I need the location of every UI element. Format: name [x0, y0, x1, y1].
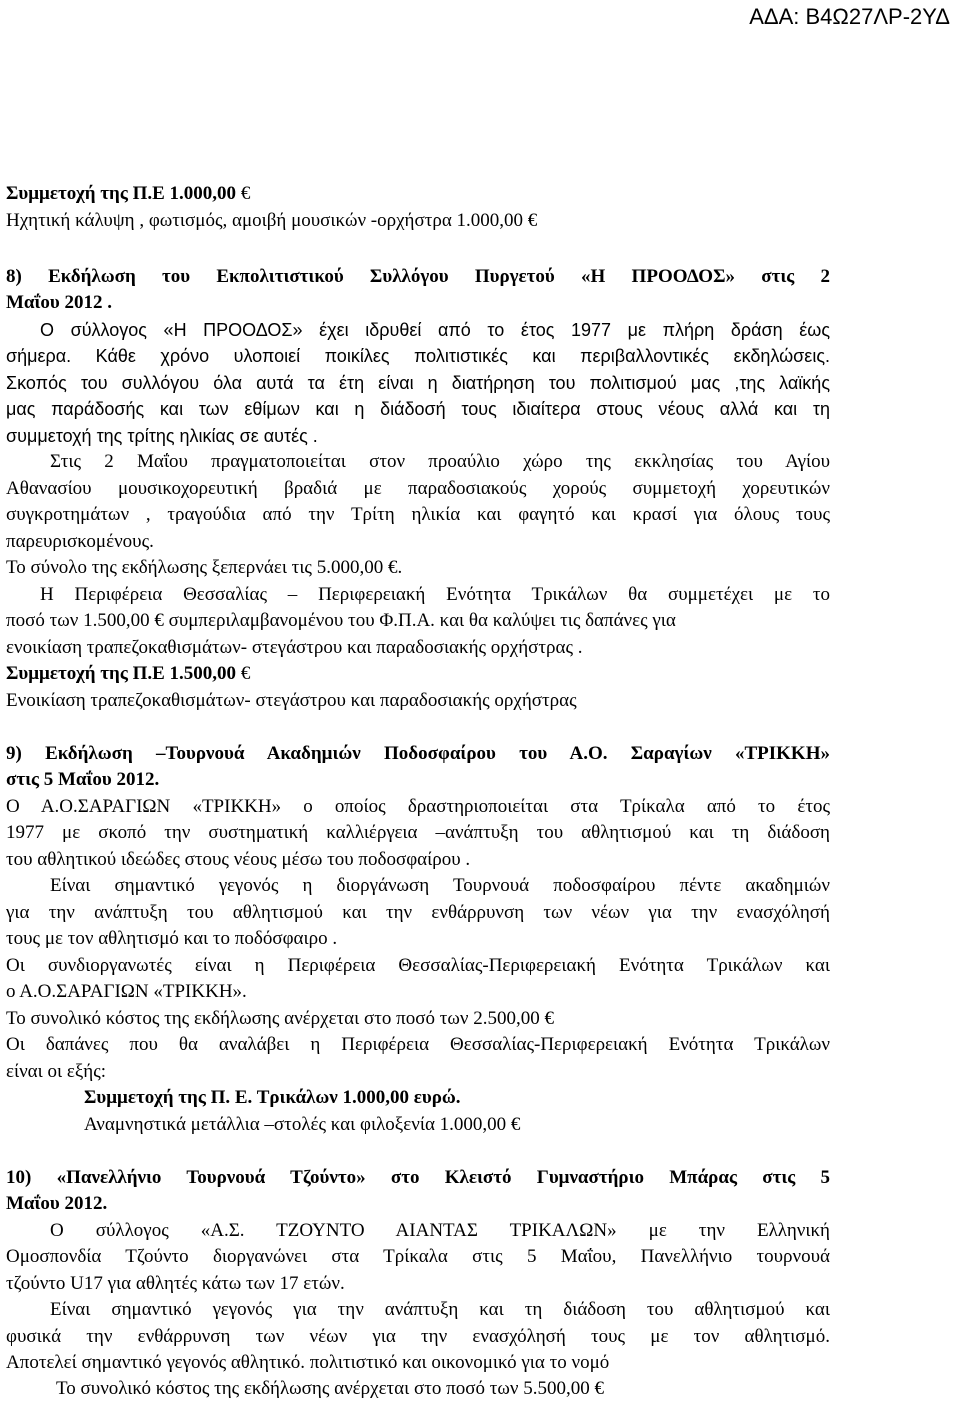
- line-8: μας παράδοσής και των εθίμων και η διάδοσή τους ιδιαίτερα στους νέους αλλά και τη: [6, 399, 830, 419]
- line-38: Ο σύλλογος «Α.Σ. ΤΖΟΥΝΤΟ ΑΙΑΝΤΑΣ ΤΡΙΚΑΛΩΝ» με την Ελληνική: [50, 1220, 830, 1241]
- line-31: Το συνολικό κόστος της εκδήλωσης ανέρχεται στο ποσό των 2.500,00 €: [6, 1008, 554, 1029]
- section-10-heading-cont: Μαΐου 2012.: [6, 1193, 108, 1214]
- section-10-heading: 10) «Πανελλήνιο Τουρνουά Τζούντο» στο Κλειστό Γυμναστήριο Μπάρας στις 5: [6, 1167, 830, 1188]
- line-41: Είναι σημαντικό γεγονός για την ανάπτυξη και τη διάδοση του αθλητισμού και: [50, 1299, 830, 1320]
- ada-code: ΑΔΑ: Β4Ω27ΛΡ-2ΥΔ: [749, 4, 950, 29]
- line-34: Συμμετοχή της Π. Ε. Τρικάλων 1.000,00 ευρώ.: [84, 1087, 461, 1108]
- line-39: Ομοσπονδία Τζούντο διοργανώνει στα Τρίκαλα στις 5 Μαΐου, Πανελλήνιο τουρνουά: [6, 1246, 830, 1267]
- line-25: του αθλητικού ιδεώδες στους νέους μέσω του ποδοσφαίρου .: [6, 849, 471, 870]
- line-33: είναι οι εξής:: [6, 1061, 107, 1082]
- line-32: Οι δαπάνες που θα αναλάβει η Περιφέρεια Θεσσαλίας-Περιφερειακή Ενότητα Τρικάλων: [6, 1034, 830, 1055]
- section-9-heading: 9) Εκδήλωση –Τουρνουά Ακαδημιών Ποδοσφαίρου του Α.Ο. Σαραγίων «ΤΡΙΚΚΗ»: [6, 743, 830, 764]
- line-11: Αθανασίου μουσικοχορευτική βραδιά με παραδοσιακούς χορούς συμμετοχή χορευτικών: [6, 478, 830, 499]
- line-19: Ενοικίαση τραπεζοκαθισμάτων- στεγάστρου και παραδοσιακής ορχήστρας: [6, 690, 577, 711]
- line-5: Ο σύλλογος «Η ΠΡΟΟΔΟΣ» έχει ιδρυθεί από το έτος 1977 με πλήρη δράση έως: [40, 320, 830, 340]
- line-9: συμμετοχή της τρίτης ηλικίας σε αυτές .: [6, 426, 318, 446]
- line-12: συγκροτημάτων , τραγούδια από την Τρίτη ηλικία και φαγητό και κρασί για όλους τους: [6, 504, 830, 525]
- line-13: παρευρισκομένους.: [6, 531, 154, 552]
- line-35: Αναμνηστικά μετάλλια –στολές και φιλοξενία 1.000,00 €: [84, 1114, 521, 1135]
- line-10: Στις 2 Μαΐου πραγματοποιείται στον προαύλιο χώρο της εκκλησίας του Αγίου: [50, 451, 830, 472]
- line-44: Το συνολικό κόστος της εκδήλωσης ανέρχεται στο ποσό των 5.500,00 €: [56, 1378, 604, 1399]
- line-42: φυσικά την ενθάρρυνση των νέων για την ενασχόλησή τους με τον αθλητισμό.: [6, 1326, 830, 1347]
- line-23: Ο Α.Ο.ΣΑΡΑΓΙΩΝ «ΤΡΙΚΚΗ» ο οποίος δραστηριοποιείται στα Τρίκαλα από το έτος: [6, 796, 830, 817]
- line-27: για την ανάπτυξη του αθλητισμού και την ενθάρρυνση των νέων για την ενασχόλησή: [6, 902, 830, 923]
- line-43: Αποτελεί σημαντικό γεγονός αθλητικό. πολιτιστικό και οικονομικό για το νομό: [6, 1352, 610, 1373]
- line-40: τζούντο U17 για αθλητές κάτω των 17 ετών.: [6, 1273, 345, 1294]
- line-26: Είναι σημαντικό γεγονός η διοργάνωση Τουρνουά ποδοσφαίρου πέντε ακαδημιών: [50, 875, 830, 896]
- line-14: Το σύνολο της εκδήλωσης ξεπερνάει τις 5.000,00 €.: [6, 557, 403, 578]
- line-6: σήμερα. Κάθε χρόνο υλοποιεί ποικίλες πολιτιστικές και περιβαλλοντικές εκδηλώσεις.: [6, 346, 830, 366]
- section-9-heading-cont: στις 5 Μαΐου 2012.: [6, 769, 160, 790]
- line-16: ποσό των 1.500,00 € συμπεριλαμβανομένου του Φ.Π.Α. και θα καλύψει τις δαπάνες για: [6, 610, 676, 631]
- line-24: 1977 με σκοπό την συστηματική καλλιέργεια –ανάπτυξη του αθλητισμού και τη διάδοση: [6, 822, 830, 843]
- line-15: Η Περιφέρεια Θεσσαλίας – Περιφερειακή Ενότητα Τρικάλων θα συμμετέχει με το: [40, 584, 830, 605]
- line-7: Σκοπός του συλλόγου όλα αυτά τα έτη είναι η διατήρηση του πολιτισμού μας ,της λαϊκής: [6, 373, 830, 393]
- line-1: Συμμετοχή της Π.Ε 1.000,00 €: [6, 183, 251, 204]
- section-8-heading-cont: Μαΐου 2012 .: [6, 292, 113, 313]
- section-8-heading: 8) Εκδήλωση του Εκπολιτιστικού Συλλόγου Πυργετού «Η ΠΡΟΟΔΟΣ» στις 2: [6, 266, 830, 287]
- line-2: Ηχητική κάλυψη , φωτισμός, αμοιβή μουσικών -ορχήστρα 1.000,00 €: [6, 210, 538, 231]
- line-17: ενοικίαση τραπεζοκαθισμάτων- στεγάστρου και παραδοσιακής ορχήστρας .: [6, 637, 583, 658]
- line-18: Συμμετοχή της Π.Ε 1.500,00 €: [6, 663, 251, 684]
- line-30: ο Α.Ο.ΣΑΡΑΓΙΩΝ «ΤΡΙΚΚΗ».: [6, 981, 247, 1002]
- line-28: τους με τον αθλητισμό και το ποδόσφαιρο .: [6, 928, 338, 949]
- line-29: Οι συνδιοργανωτές είναι η Περιφέρεια Θεσσαλίας-Περιφερειακή Ενότητα Τρικάλων και: [6, 955, 830, 976]
